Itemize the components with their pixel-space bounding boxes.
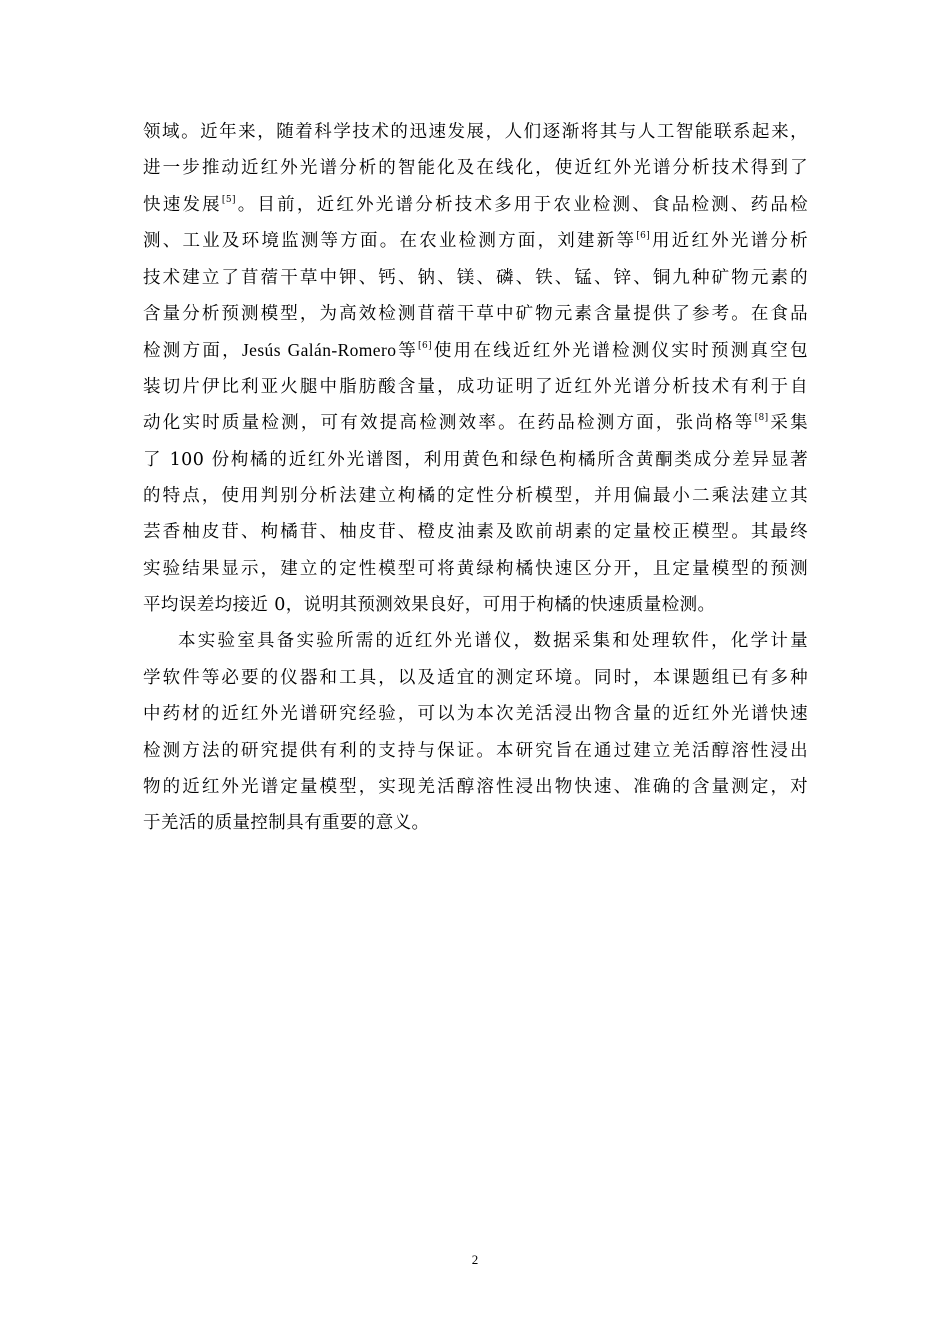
citation-6b: [6] (418, 341, 432, 352)
citation-8: [8] (754, 413, 769, 424)
text-line: 平均误差均接近 0，说明其预测效果良好，可用于枸橘的快速质量检测。 (143, 595, 716, 616)
paragraph-2 (143, 623, 808, 841)
text-line: 含量分析预测模型，为高效检测苜蓿干草中矿物元素含量提供了参考。在食品 (143, 303, 808, 324)
citation-6: [6] (636, 231, 651, 242)
text-line: 本实验室具备实验所需的近红外光谱仪，数据采集和处理软件，化学计量 (178, 631, 808, 652)
text-line: 进一步推动近红外光谱分析的智能化及在线化，使近红外光谱分析技术得到了 (143, 158, 808, 179)
text-line: 装切片伊比利亚火腿中脂肪酸含量，成功证明了近红外光谱分析技术有利于自 (143, 376, 808, 397)
text-line: 动化实时质量检测，可有效提高检测效率。在药品检测方面，张尚格等[8]采集 (143, 413, 808, 434)
text-line: 了 100 份枸橘的近红外光谱图，利用黄色和绿色枸橘所含黄酮类成分差异显著 (143, 449, 808, 470)
text-line: 技术建立了苜蓿干草中钾、钙、钠、镁、磷、铁、锰、锌、铜九种矿物元素的 (143, 267, 808, 288)
text-line: 实验结果显示，建立的定性模型可将黄绿枸橘快速区分开，且定量模型的预测 (143, 558, 808, 579)
author-name: Jesús Galán-Romero (241, 340, 397, 361)
text-line: 检测方法的研究提供有利的支持与保证。本研究旨在通过建立羌活醇溶性浸出 (143, 740, 808, 761)
text-line: 学软件等必要的仪器和工具，以及适宜的测定环境。同时，本课题组已有多种 (143, 667, 808, 688)
text-line: 于羌活的质量控制具有重要的意义。 (143, 813, 430, 834)
body-text (143, 114, 808, 842)
citation-5: [5] (221, 194, 236, 205)
text-line: 芸香柚皮苷、枸橘苷、柚皮苷、橙皮油素及欧前胡素的定量校正模型。其最终 (143, 522, 808, 543)
text-line: 物的近红外光谱定量模型，实现羌活醇溶性浸出物快速、准确的含量测定，对 (143, 777, 808, 798)
text-line: 中药材的近红外光谱研究经验，可以为本次羌活浸出物含量的近红外光谱快速 (143, 704, 808, 725)
page-number: 2 (471, 1252, 479, 1267)
text-line: 测、工业及环境监测等方面。在农业检测方面，刘建新等[6]用近红外光谱分析 (143, 231, 809, 252)
text-line: 领域。近年来，随着科学技术的迅速发展，人们逐渐将其与人工智能联系起来， (143, 122, 808, 142)
paragraph-1 (143, 114, 808, 623)
text-line: 快速发展[5]。目前，近红外光谱分析技术多用于农业检测、食品检测、药品检 (143, 194, 808, 215)
text-line: 的特点，使用判别分析法建立枸橘的定性分析模型，并用偏最小二乘法建立其 (143, 485, 808, 506)
text-line: 检测方面，Jesús Galán-Romero等[6]使用在线近红外光谱检测仪实时预测真空包 (143, 340, 808, 362)
